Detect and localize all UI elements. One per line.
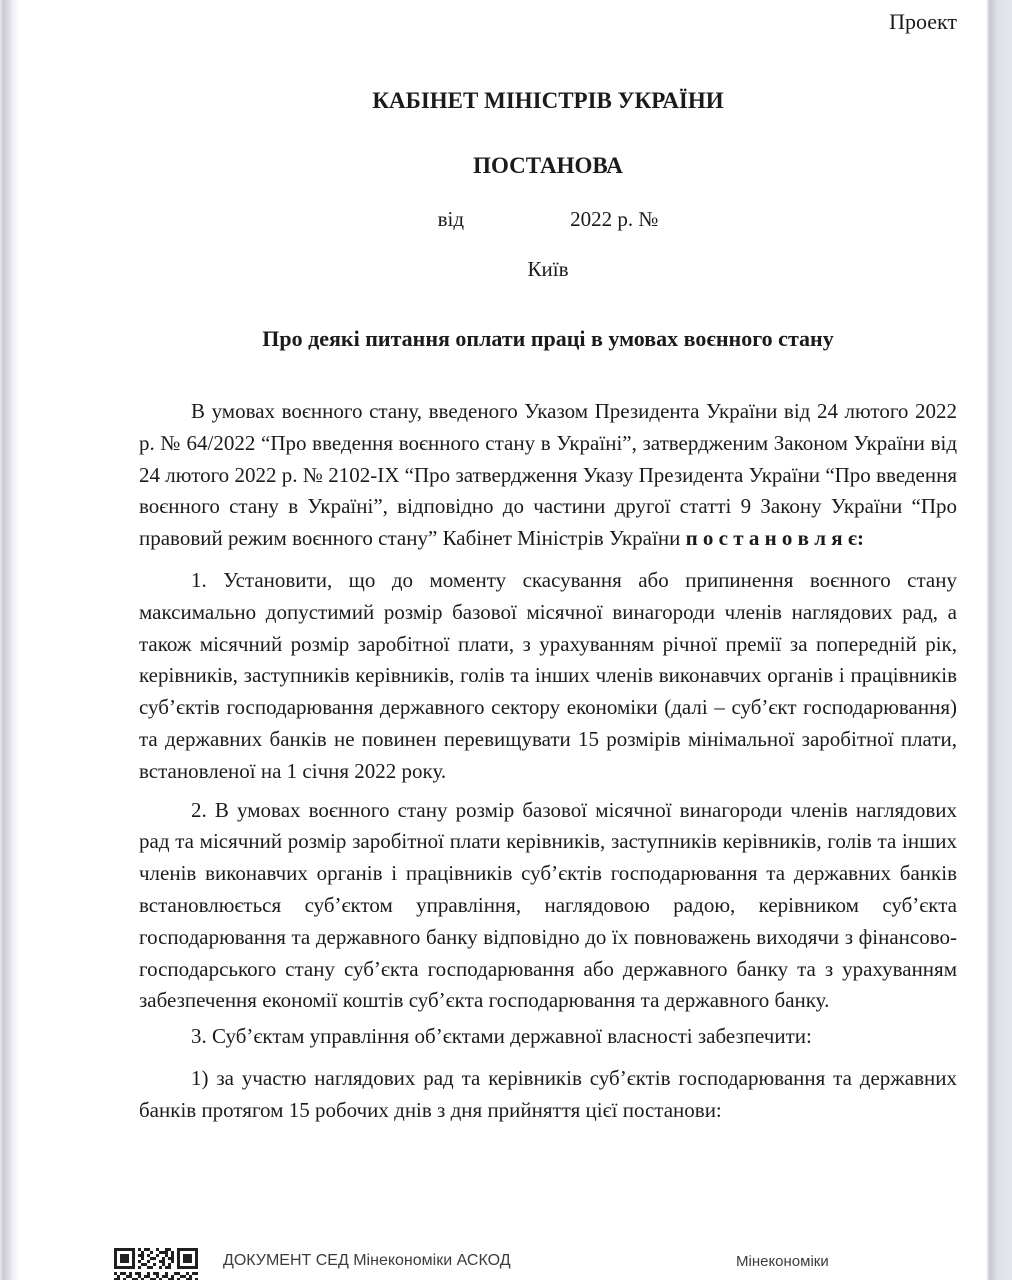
project-label: Проект	[889, 9, 957, 34]
subitem-1: 1) за участю наглядових рад та керівників суб’єктів господарювання та державних банків протягом 15 робочих днів з дня прийняття цієї постанови:	[139, 1065, 957, 1122]
date-value: 2022 р. №	[570, 207, 659, 231]
resolves-label: п о с т а н о в л я є:	[685, 526, 864, 551]
city-label: Київ	[527, 257, 569, 281]
footer-system-label: ДОКУМЕНТ СЕД Мінекономіки АСКОД	[223, 1252, 511, 1269]
page-left-edge	[0, 0, 20, 1280]
paragraph-3: 3. Суб’єктам управління об’єктами державної власності забезпечити:	[191, 1024, 812, 1049]
qr-code-icon	[114, 1248, 198, 1280]
doc-title: Про деякі питання оплати праці в умовах воєнного стану	[262, 326, 834, 351]
doc-type: ПОСТАНОВА	[473, 153, 623, 178]
footer	[7, 1242, 988, 1280]
date-prefix: від	[437, 207, 465, 231]
intro-paragraph	[139, 396, 957, 555]
footer-org-label: Мінекономіки	[736, 1253, 829, 1270]
date-line	[139, 206, 957, 232]
paragraph-2: 2. В умовах воєнного стану розмір базової місячної винагороди членів наглядових рад та місячний розмір заробітної плати керівників, заступників керівників, голів та інших членів виконавчих органів і працівників суб’єктів господарювання та державних банків встановлюється суб’єктом управління, наглядовою радою, керівником суб’єкта господарювання та державного банку відповідно до їх повноважень виходячи з фінансово-господарського стану суб’єкта господарювання або державного банку та з урахуванням забезпечення економії коштів суб’єкта господарювання та державного банку.	[139, 797, 957, 1013]
document-content	[7, 0, 988, 1127]
org-name: КАБІНЕТ МІНІСТРІВ УКРАЇНИ	[372, 88, 724, 113]
intro-text: В умовах воєнного стану, введеного Указом Президента України від 24 лютого 2022 р. № 64/2022 “Про введення воєнного стану в Україні”, затвердженим Законом України від 24 лютого 2022 р. № 2102-IX “Про затвердження Указу Президента України “Про введення воєнного стану в Україні”, відповідно до частини другої статті 9 Закону України “Про правовий режим воєнного стану” Кабінет Міністрів України	[139, 399, 957, 551]
document-page	[7, 0, 988, 1280]
page-right-edge	[986, 0, 1012, 1280]
paragraph-1: 1. Установити, що до моменту скасування або припинення воєнного стану максимально допустимий розмір базової місячної винагороди членів наглядових рад, а також місячний розмір заробітної плати, з урахуванням річної премії за попередній рік, керівників, заступників керівників, голів та інших членів виконавчих органів і працівників суб’єктів господарювання державного сектору економіки (далі – суб’єкт господарювання) та державних банків не повинен перевищувати 15 розмірів мінімальної заробітної плати, встановленої на 1 січня 2022 року.	[139, 567, 957, 783]
